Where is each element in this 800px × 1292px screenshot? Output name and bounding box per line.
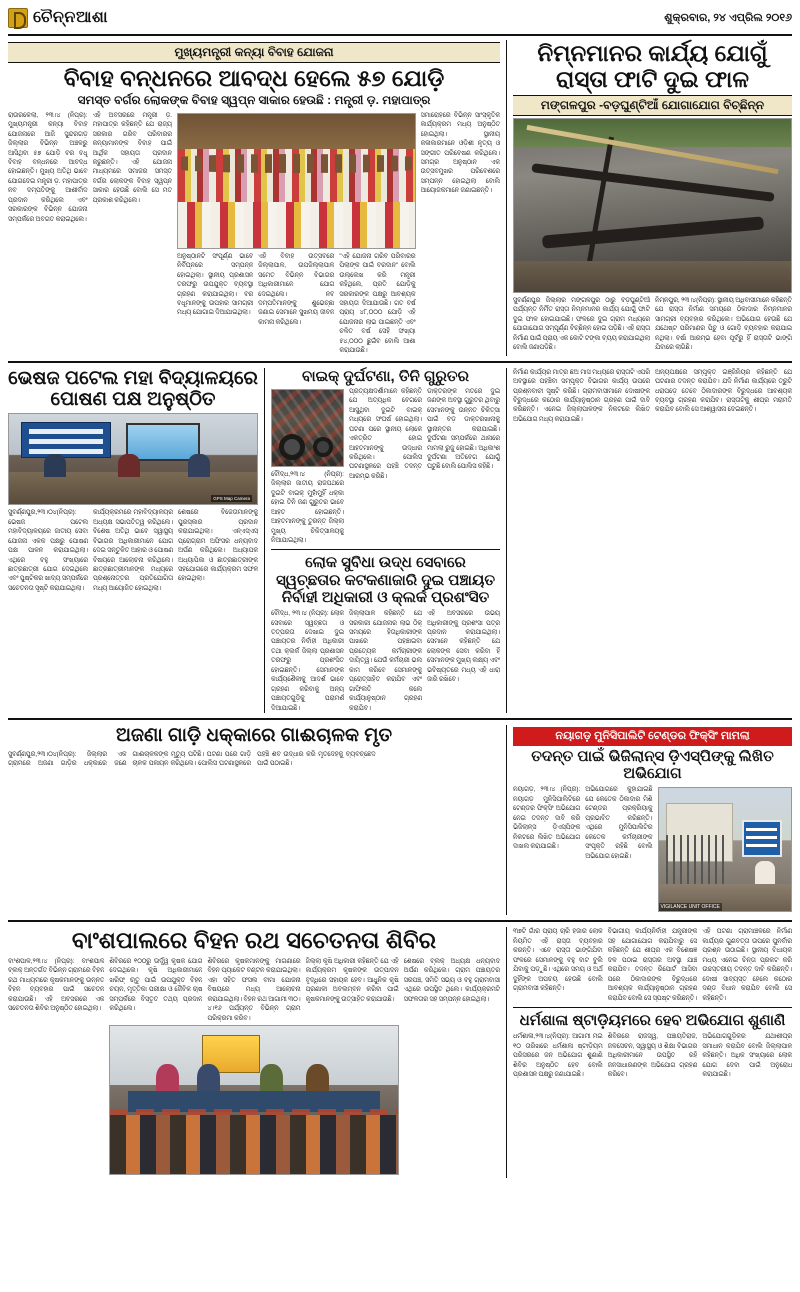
seminar-hall-photo xyxy=(8,413,258,505)
photo-stamp: GPS Map Camera xyxy=(213,495,251,501)
lower-middle-section xyxy=(8,725,792,916)
divider-accident-panchayat xyxy=(271,549,500,550)
accident-panchayat-block xyxy=(264,368,506,713)
bike-theft-headline: ଅଜଣା ଗାଡ଼ି ଧକ୍କାରେ ଗାଈଚାଳକ ମୃତ xyxy=(115,724,393,746)
road-headline: ନିମ୍ନମାନର କାର୍ଯ୍ୟ ଯୋଗୁଁ ରାସ୍ତା ଫାଟି ଦୁଇ ଫାଳ xyxy=(537,40,768,93)
road-subhead: ମଙ୍ଗଳପୁର -ବଡ଼ଘୁଣ୍ଟିଆଁ ଯୋଗାଯୋଗ ବିଚ୍ଛିନ୍ନ xyxy=(513,95,792,116)
college-headline: ଭେଷଜ ପଟେଲ ମହା ବିଦ୍ୟାଳୟରେ ପୋଷଣ ପକ୍ଷ ଅନୁଷ୍ଠିତ xyxy=(8,367,258,411)
lead-col-4: ଏହି ବିବାହ ଉତ୍ସବରେ ଜିଲ୍ଲାପାଳ, ଉପଜିଲ୍ଲାପାଳ ସମେତ ବିଭିନ୍ନ ବିଭାଗର ଅଧିକାରୀମାନେ ଯୋଗ ଦେଇଥିଲେ। ନବ ଦମ୍ପତିମାନଙ୍କୁ ଶୁଭେଚ୍ଛା ଜଣାଇ ସେମାନେ ସୁଖମୟ ଜୀବନ କାମନା କରିଥିଲେ। xyxy=(258,252,335,326)
college-col-1: ସୁବର୍ଣ୍ଣପୁର,୨୩।୦୪(ନିପ୍ର): ଭେଷଜ ପଟେଲ ମହାବିଦ୍ୟାଳୟରେ ଜାତୀୟ ସେବା ଯୋଜନା ଏକକ ପକ୍ଷରୁ ପୋଷଣ ପକ୍ଷ ପାଳନ କରାଯାଇଥିଲା। ଏଥିରେ ବହୁ ସଂଖ୍ୟାରେ ଛାତ୍ରଛାତ୍ରୀ ଯୋଗ ଦେଇଥିଲେ ଏବଂ ପୁଷ୍ଟିକର ଖାଦ୍ୟ ସମ୍ପର୍କରେ ସଚେତନତା ସୃଷ୍ଟି କରାଯାଇଥିଲା। xyxy=(8,509,88,592)
chariot-col-1: ବାଂଶପାଳ,୨୩।୪ (ନିପ୍ର): ବାଂଶପାଳ ବ୍ଲକ୍ ଅନ୍ତର୍ଗତ ବିଭିନ୍ନ ଗ୍ରାମରେ ବିହନ ରଥ ମାଧ୍ୟମରେ କୃଷକମାନଙ୍କୁ ଉନ୍ନତ ବିହନ ବ୍ୟବହାର ପାଇଁ ସଚେତନ କରାଯାଉଛି। ଏହି ଅବସରରେ ଏକ ସଚେତନତା ଶିବିର ଅନୁଷ୍ଠିତ ହୋଇଥିଲା। xyxy=(8,957,105,1013)
lead-subhead: ସମସ୍ତ ବର୍ଗର ଲୋକଙ୍କ ବିବାହ ସ୍ୱପ୍ନ ସାକାର ହେଉଛି : ମନ୍ତ୍ରୀ ଡ଼. ମହାପାତ୍ର xyxy=(77,93,431,108)
bike-theft-body: ସୁବର୍ଣ୍ଣପୁର,୨୩।୦୪(ନିପ୍ର): ଜିଲ୍ଲାର ଏକ ଗ୍ରାମରେ ଅଜଣା ଗାଡ଼ିର ଧକ୍କାରେ ଜଣେ ଗାଈଚାଳକଙ୍କ ମୃତ୍ୟୁ ଘଟିଛି। ଘଟଣା ପରେ ଗାଡ଼ି ଚାଳକ ପଳାୟନ କରିଥିଲେ। ପୋଲିସ ଘଟଣାସ୍ଥଳରେ ପହଞ୍ଚି ଶବ ଉଦ୍ଧାର କରି ମୃତଦେହକୁ ବ୍ୟବଚ୍ଛେଦ ପାଇଁ ପଠାଇଛି। xyxy=(8,750,376,768)
road-col-4: ଅନ୍ୟପକ୍ଷରେ ସମ୍ପୃକ୍ତ ଇଞ୍ଜିନିୟର କହିଛନ୍ତି ଯେ ଘଟଣାର ତଦନ୍ତ କରାଯିବ। ଯଦି ନିର୍ମାଣ କାର୍ଯ୍ୟରେ ତ୍ରୁଟି ଧରାପଡ଼େ ତେବେ ଠିକାଦାରଙ୍କ ବିରୁଦ୍ଧରେ ଆବଶ୍ୟକ ବ୍ୟବସ୍ଥା ଗ୍ରହଣ କରାଯିବ। ରାସ୍ତାଟିକୁ ଶୀଘ୍ର ମରାମତି କରାଯିବ ବୋଲି ସେ ଆଶ୍ୱାସନା ଦେଇଛନ୍ତି। xyxy=(655,368,792,414)
chariot-headline: ବାଂଶପାଲରେ ବିହନ ରଥ ସଚେତନତା ଶିବିର xyxy=(71,927,437,954)
middle-section xyxy=(8,368,792,713)
panchayat-col-3: ଏହି ଅବସରରେ ଉଭୟ ଅଧିକାରୀଙ୍କୁ ପ୍ରଶଂସା ପତ୍ର ପ୍ରଦାନ କରାଯାଇଥିଲା। ସେମାନେ କହିଛନ୍ତି ଯେ ଲୋକଙ୍କ ସେବା କରିବା ହିଁ ସେମାନଙ୍କ ମୁଖ୍ୟ ଲକ୍ଷ୍ୟ ଏବଂ ଭବିଷ୍ୟତରେ ମଧ୍ୟ ଏହି ଧାରା ଜାରି ରଖିବେ। xyxy=(427,610,500,684)
bike-theft-story xyxy=(8,725,506,916)
top-section xyxy=(8,40,792,356)
divider-4 xyxy=(513,1007,792,1008)
wedding-group-photo xyxy=(177,113,416,249)
chariot-col-2: ଶିବିରରେ ୧୦୦ରୁ ଊର୍ଦ୍ଧ୍ୱ କୃଷକ ଯୋଗ ଦେଇଥିଲେ। କୃଷି ଅଧିକାରୀମାନେ ଖରିଫ୍ ଋତୁ ପାଇଁ ଉପଯୁକ୍ତ ବିହନ ଚୟନ, ମୃତ୍ତିକା ପରୀକ୍ଷା ଓ ଜୈବିକ ଚାଷ ସମ୍ପର୍କରେ ବିସ୍ତୃତ ତଥ୍ୟ ପ୍ରଦାନ କରିଥିଲେ। xyxy=(109,957,203,1013)
chariot-col-5: ଶେଷରେ ବ୍ଲକ୍ ଅଧ୍ୟକ୍ଷ ଧନ୍ୟବାଦ ଅର୍ପଣ କରିଥିଲେ। ଗ୍ରାମ ପଞ୍ଚାୟତର ସରପଞ୍ଚ, ସମିତି ସଭ୍ୟ ଓ ବହୁ ଗ୍ରାମବାସୀ ଏଥିରେ ଉପସ୍ଥିତ ଥିଲେ। କାର୍ଯ୍ୟକ୍ରମଟି ସଫଳତାର ସହ ସମ୍ପନ୍ନ ହୋଇଥିଲା। xyxy=(403,957,501,1003)
accident-headline: ବାଇକ୍ ଦୁର୍ଘଟଣା, ତିନି ଗୁରୁତର xyxy=(302,367,469,385)
accident-col-3: ଡାକ୍ତରଙ୍କ ମତରେ ଦୁଇ ଜଣଙ୍କ ଅବସ୍ଥା ଗୁରୁତର ଥିବାରୁ ସେମାନଙ୍କୁ ଉନ୍ନତ ଚିକିତ୍ସା ପାଇଁ ବଡ଼ ଡାକ୍ତରଖାନାକୁ ସ୍ଥାନାନ୍ତର କରାଯାଇଛି। ଦୁର୍ଘଟଣା ସମ୍ପର୍କରେ ଥାନାରେ ମାମଲା ରୁଜୁ ହୋଇଛି। ଅଧିକାଂଶ ଦୁର୍ଘଟଣା ଅତିବେଗ ଯୋଗୁଁ ଘଟୁଛି ବୋଲି ପୋଲିସ କହିଛି। xyxy=(427,387,500,471)
brand-name: ଚୈନ୍ନଆଶା xyxy=(33,9,108,26)
panchayat-headline: ଲୋକ ସୁବିଧା ଉଦ୍ଧ ସେବାରେ ସ୍ୱଚ୍ଛତାର କଟକଣାଜାରି ଦୁଇ ପଞ୍ଚାୟତ ନିର୍ବାହୀ ଅଧିକାରୀ ଓ କ୍ଲର୍କ ପ୍ରଶଂସିତ xyxy=(275,554,496,606)
road-story xyxy=(506,40,792,356)
lower-right-col-1: ୩୭ଟି ଗାଁର ପ୍ରାୟ ଚାରି ହଜାର ଲୋକ ନିୟମିତ ଏହି ରାସ୍ତା ବ୍ୟବହାର କରନ୍ତି। ଏବେ ରାସ୍ତା ଭାଙ୍ଗିଯିବା ଫଳରେ ସେମାନଙ୍କୁ ବହୁ ବାଟ ବୁଲି ଯିବାକୁ ପଡ଼ୁଛି। ଏଥିରେ ସମୟ ଓ ଅର୍ଥ ଦୁହିଁଙ୍କ ଅପଚୟ ହେଉଛି ବୋଲି ଗ୍ରାମବାସୀ କହିଛନ୍ତି। xyxy=(513,928,603,993)
accident-photo-col xyxy=(271,387,344,546)
awareness-camp-photo xyxy=(109,1025,398,1175)
brand xyxy=(8,8,108,28)
panchayat-col-2: ଜିଲ୍ଲାପାଳ କହିଛନ୍ତି ଯେ ସରକାରୀ ଯୋଜନାର ଲାଭ ଠିକ୍ ସମୟରେ ହିତାଧିକାରୀଙ୍କ ପାଖରେ ପହଞ୍ଚାଇବା ପ୍ରତ୍ୟେକ କର୍ମଚାରୀଙ୍କ ଦାୟିତ୍ୱ। ଯେଉଁ କର୍ମଚାରୀ ଭଲ କାମ କରିବେ ସେମାନଙ୍କୁ ପ୍ରୋତ୍ସାହିତ କରାଯିବ ଏବଂ ଗାଫିଲତି କଲେ କାର୍ଯ୍ୟାନୁଷ୍ଠାନ ଗ୍ରହଣ କରାଯିବ। xyxy=(349,610,422,712)
masthead xyxy=(8,6,792,36)
lead-col-3: ଅନୁଷ୍ଠାନଟି ସଂପୂର୍ଣ୍ଣ ଭାବେ ନିର୍ବିଘ୍ନରେ ସମ୍ପନ୍ନ ହୋଇଥିଲା। ସ୍ଥାନୀୟ ପ୍ରଶାସନ ତରଫରୁ ଉପଯୁକ୍ତ ବ୍ୟବସ୍ଥା ଗ୍ରହଣ କରାଯାଇଥିଲା। ବର ବଧୂମାନଙ୍କୁ ଉପହାର ସାମଗ୍ରୀ ମଧ୍ୟ ଯୋଗାଇ ଦିଆଯାଇଥିଲା। xyxy=(177,252,254,317)
municipality-photo-col xyxy=(658,785,793,915)
lead-headline: ବିବାହ ବନ୍ଧନରେ ଆବଦ୍ଧ ହେଲେ ୫୭ ଯୋଡ଼ି xyxy=(63,65,445,91)
college-col-2: କାର୍ଯ୍ୟକ୍ରମରେ ମହାବିଦ୍ୟାଳୟର ଅଧ୍ୟକ୍ଷ ସଭାପତିତ୍ୱ କରିଥିଲେ। ବିଶେଷ ଅତିଥି ଭାବେ ସ୍ୱାସ୍ଥ୍ୟ ବିଭାଗର ଅଧିକାରୀମାନେ ଯୋଗ ଦେଇ ସନ୍ତୁଳିତ ଆହାର ଓ ପୋଷଣ ବିଷୟରେ ଆଲୋଚନା କରିଥିଲେ। ଛାତ୍ରଛାତ୍ରୀମାନଙ୍କ ମଧ୍ୟରେ ପ୍ରଶ୍ନୋତ୍ତର ପ୍ରତିଯୋଗିତା ମଧ୍ୟ ଆୟୋଜିତ ହୋଇଥିଲା। xyxy=(93,509,173,592)
accident-col-1: ବୌଦ୍ଧ,୨୩।୪ (ନିପ୍ର): ଜିଲ୍ଲାର ଜାତୀୟ ରାଜପଥରେ ଦୁଇଟି ବାଇକ୍ ମୁହାଁମୁହିଁ ଧକ୍କା ହୋଇ ତିନି ଜଣ ଗୁରୁତର ଭାବେ ଆହତ ହୋଇଛନ୍ତି। ଆହତମାନଙ୍କୁ ତୁରନ୍ତ ଜିଲ୍ଲା ମୁଖ୍ୟ ଚିକିତ୍ସାଳୟକୁ ନିଆଯାଇଥିଲା। xyxy=(271,470,344,544)
road-col-2: ନିମ୍ନପୁର, ୨୩।୪(ନିପ୍ର): ସ୍ଥାନୀୟ ଅଧିବାସୀମାନେ କହିଛନ୍ତି ଯେ ରାସ୍ତା ନିର୍ମାଣ ସମୟରେ ଠିକାଦାର ନିମ୍ନମାନର ସାମଗ୍ରୀ ବ୍ୟବହାର କରିଥିଲେ। ଅଭିଯୋଗ ହେଉଛି ଯେ ଯଥେଷ୍ଟ ପରିମାଣର ପିଚୁ ଓ ଗୋଡ଼ି ବ୍ୟବହାର କରାଯାଇ ନଥିଲା। ବର୍ଷା ଆରମ୍ଭ ହେବା ପୂର୍ବରୁ ହିଁ ରାସ୍ତାଟି ଭାଙ୍ଗି ଯିବାରେ ଲାଗିଛି। xyxy=(655,296,792,352)
masthead-date: ଶୁକ୍ରବାର, ୨୪ ଏପ୍ରିଲ ୨୦୧୬ xyxy=(664,11,792,24)
chariot-col-3: ଶିବିରରେ କୃଷକମାନଙ୍କୁ ମାଗଣାରେ ବିହନ ପ୍ୟାକେଟ ବଣ୍ଟନ କରାଯାଇଥିଲା। ଏହା ସହିତ ଫସଲ ବୀମା ଯୋଜନା ବିଷୟରେ ମଧ୍ୟ ଆଲୋଚନା କରାଯାଇଥିଲା। ବିହନ ରଥ ଆଗାମୀ ୩୦।୪।୧୬ ପର୍ଯ୍ୟନ୍ତ ବିଭିନ୍ନ ଗ୍ରାମ ପରିକ୍ରମା କରିବ। xyxy=(207,957,301,1022)
road-col-1: ସୁବର୍ଣ୍ଣପୁର ଜିଲ୍ଲାର ମଙ୍ଗଳପୁର ଠାରୁ ବଡ଼ଘୁଣ୍ଟିଆଁ ପର୍ଯ୍ୟନ୍ତ ନିର୍ମିତ ରାସ୍ତା ନିମ୍ନମାନର କାର୍ଯ୍ୟ ଯୋଗୁଁ ଫାଟି ଦୁଇ ଫାଳ ହୋଇଯାଇଛି। ଫଳରେ ଦୁଇ ଗ୍ରାମ ମଧ୍ୟରେ ଯୋଗାଯୋଗ ସମ୍ପୂର୍ଣ୍ଣ ବିଚ୍ଛିନ୍ନ ହୋଇ ପଡ଼ିଛି। ଏହି ରାସ୍ତା ନିର୍ମାଣ ପାଇଁ ପ୍ରାୟ ଏକ କୋଟି ଟଙ୍କା ବ୍ୟୟ କରାଯାଇଥିଲା ବୋଲି ଜଣାପଡ଼ିଛି। xyxy=(513,296,650,352)
lead-kicker: ମୁଖ୍ୟମନ୍ତ୍ରୀ କନ୍ୟା ବିବାହ ଯୋଜନା xyxy=(8,42,500,63)
dharmasala-col-2: ଶିବିରରେ ରାଜସ୍ୱ, ପଞ୍ଚାୟତିରାଜ, ଜଳସେଚନ, ସ୍ୱାସ୍ଥ୍ୟ ଓ ଶିକ୍ଷା ବିଭାଗର ଅଧିକାରୀମାନେ ଉପସ୍ଥିତ ରହି ଜନସାଧାରଣଙ୍କ ଅଭିଯୋଗ ଗ୍ରହଣ କରିବେ। xyxy=(607,1033,698,1078)
photo-board-label: VIGILANCE UNIT OFFICE xyxy=(660,904,720,911)
divider-1 xyxy=(8,361,792,363)
accident-col-2: ପ୍ରତ୍ୟକ୍ଷଦର୍ଶୀମାନେ କହିଛନ୍ତି ଯେ ଅତ୍ୟଧିକ ବେଗରେ ଆସୁଥିବା ଦୁଇଟି ବାଇକ୍ ମଧ୍ୟରେ ସଂଘର୍ଷ ହୋଇଥିଲା। ଘଟଣା ପରେ ସ୍ଥାନୀୟ ଲୋକେ ଏକତ୍ରିତ ହୋଇ ଆହତମାନଙ୍କୁ ଉଦ୍ଧାର କରିଥିଲେ। ପୋଲିସ ଘଟଣାସ୍ଥଳରେ ପହଞ୍ଚି ତଦନ୍ତ ଆରମ୍ଭ କରିଛି। xyxy=(349,387,422,480)
lower-right-col-2: ବିଭାଗୀୟ କାର୍ଯ୍ୟନିର୍ବାହୀ ଯନ୍ତ୍ରୀଙ୍କ ସହ ଯୋଗାଯୋଗ କରାଯିବାରୁ ସେ କହିଛନ୍ତି ଯେ ଶୀଘ୍ର ଏକ ବିଶେଷଜ୍ଞ ଦଳ ପଠାଇ ରାସ୍ତାର ଅବସ୍ଥା ଯାଞ୍ଚ କରାଯିବ। ତଦନ୍ତ ରିପୋର୍ଟ ଆସିବା ପରେ ଠିକାଦାରଙ୍କ ବିରୁଦ୍ଧରେ ଆବଶ୍ୟକ କାର୍ଯ୍ୟାନୁଷ୍ଠାନ ଗ୍ରହଣ କରାଯିବ ବୋଲି ସେ ସ୍ପଷ୍ଟ କରିଛନ୍ତି। xyxy=(607,928,698,1002)
dharmasala-headline: ଧର୍ମଶାଳା ଷ୍ଟାଡ଼ିୟମରେ ହେବ ଅଭିଯୋଗ ଶୁଣାଣି xyxy=(519,1011,786,1029)
vigilance-office-photo xyxy=(658,787,793,912)
municipality-story xyxy=(506,725,792,916)
bottom-section xyxy=(8,927,792,1178)
divider-3 xyxy=(8,920,792,922)
dharmasala-col-3: ଅଭିଯୋଗଗୁଡ଼ିକର ଯଥାଶୀଘ୍ର ସମାଧାନ କରାଯିବ ବୋଲି ଜିଲ୍ଲାପାଳ କହିଛନ୍ତି। ଅଧିକ ସଂଖ୍ୟାରେ ଲୋକ ଯୋଗ ଦେବା ପାଇଁ ଅନୁରୋଧ କରାଯାଇଛି। xyxy=(702,1033,793,1078)
lead-col-2-wrap xyxy=(93,111,173,356)
college-col-3: ଶେଷରେ ବିଜେତାମାନଙ୍କୁ ପୁରସ୍କାର ପ୍ରଦାନ କରାଯାଇଥିଲା। ଏନ୍ଏସ୍ଏସ୍ ପ୍ରୋଗ୍ରାମ ଅଫିସର ଧନ୍ୟବାଦ ଅର୍ପଣ କରିଥିଲେ। ଅଧ୍ୟାପକ ଅଧ୍ୟାପିକା ଓ ଛାତ୍ରଛାତ୍ରୀଙ୍କ ସହଯୋଗରେ କାର୍ଯ୍ୟକ୍ରମ ସଫଳ ହୋଇଥିଲା। xyxy=(178,509,258,583)
lead-col-5: "ଏହି ଯୋଜନା ଗରିବ ପରିବାରର ପିଲାଙ୍କ ପାଇଁ ବରଦାନ" ବୋଲି ଉଲ୍ଲେଖ କରି ମନ୍ତ୍ରୀ କହିଥିଲେ, ପ୍ରତି ଯୋଡ଼ିକୁ ସରକାରଙ୍କ ପକ୍ଷରୁ ଆବଶ୍ୟକ ସହାୟତା ଦିଆଯାଉଛି। ଗତ ବର୍ଷ ପ୍ରାୟ ୪୮,୦୦୦ ଯୋଡ଼ି ଏହି ଯୋଜନାର ଲାଭ ପାଇଛନ୍ତି ଏବଂ ଚଳିତ ବର୍ଷ ସେହି ସଂଖ୍ୟା ୫୪,୦୦୦ ଛୁଇଁବ ବୋଲି ଆଶା କରାଯାଉଛି। xyxy=(339,252,416,355)
panchayat-col-1: ବୌଦ୍ଧ, ୨୩।୪ (ନିପ୍ର): ଲୋକ ସେବାରେ ସ୍ୱଚ୍ଛତା ଓ ତତ୍ପରତା ଦେଖାଇ ଦୁଇ ପଞ୍ଚାୟତର ନିର୍ବାହୀ ଅଧିକାରୀ ତଥା କ୍ଲର୍କ ଜିଲ୍ଲା ପ୍ରଶାସନ ତରଫରୁ ପ୍ରଶଂସିତ ହୋଇଛନ୍ତି। ସେମାନଙ୍କ କାର୍ଯ୍ୟଶୈଳୀକୁ ଆଦର୍ଶ ଭାବେ ଗ୍ରହଣ କରିବାକୁ ଅନ୍ୟ ପଞ୍ଚାୟତଗୁଡ଼ିକୁ ପରାମର୍ଶ ଦିଆଯାଇଛି। xyxy=(271,610,344,712)
municipality-col-2: ଅଭିଯୋଗରେ କୁହାଯାଇଛି ଯେ କେତେକ ଠିକାଦାର ମିଶି ଟେଣ୍ଡର ପ୍ରକ୍ରିୟାକୁ ପ୍ରଭାବିତ କରିଛନ୍ତି। ଏଥିରେ ମୁନିସିପାଲିଟିର କେତେକ କର୍ମଚାରୀଙ୍କ ସଂପୃକ୍ତି ରହିଛି ବୋଲି ଅଭିଯୋଗ ହୋଇଛି। xyxy=(585,786,653,860)
college-story xyxy=(8,368,264,713)
accident-wreck-photo xyxy=(271,389,344,467)
newspaper-logo-icon xyxy=(8,8,28,28)
municipality-headline: ତଦନ୍ତ ପାଇଁ ଭିଜିଲାନ୍ସ ଡ଼ିଏସ୍ପିଙ୍କୁ ଲିଖିତ ଅଭିଯୋଗ xyxy=(531,747,774,783)
cracked-road-photo xyxy=(513,118,792,293)
chariot-photo-block xyxy=(109,957,398,1178)
lead-story xyxy=(8,40,506,356)
road-col-3: ନିର୍ମାଣ କାର୍ଯ୍ୟର ମାତ୍ର ଛଅ ମାସ ମଧ୍ୟରେ ରାସ୍ତାଟି ଏପରି ଅବସ୍ଥାରେ ପହଞ୍ଚିବା ସମ୍ପୃକ୍ତ ବିଭାଗର କାର୍ଯ୍ୟ ଉପରେ ପ୍ରଶ୍ନବାଚୀ ସୃଷ୍ଟି କରିଛି। ଗ୍ରାମବାସୀମାନେ ଦୋଷୀଙ୍କ ବିରୁଦ୍ଧରେ କଠୋର କାର୍ଯ୍ୟାନୁଷ୍ଠାନ ଗ୍ରହଣ ପାଇଁ ଦାବି କରିଛନ୍ତି। ଏନେଇ ଜିଲ୍ଲାପାଳଙ୍କ ନିକଟରେ ଲିଖିତ ଅଭିଯୋଗ ମଧ୍ୟ କରାଯାଇଛି। xyxy=(513,368,650,423)
lead-col-1: ରାଉରକେଲା, ୨୩।୪ (ନିପ୍ର): ମୁଖ୍ୟମନ୍ତ୍ରୀ କନ୍ୟା ବିବାହ ଯୋଜନାରେ ଆଜି ସୁନ୍ଦରଗଡ଼ ଜିଲ୍ଲାର ବିଭିନ୍ନ ଅଞ୍ଚଳରୁ ଆସିଥିବା ୫୭ ଯୋଡ଼ି ବର ବଧୂ ବିବାହ ବନ୍ଧନରେ ଆବଦ୍ଧ ହୋଇଛନ୍ତି। ମୁଖ୍ୟ ଅତିଥି ଭାବେ ଯୋଗଦେଇ ମନ୍ତ୍ରୀ ଡ଼. ମହାପାତ୍ର ନବ ଦମ୍ପତିଙ୍କୁ ଆଶୀର୍ବାଦ ପ୍ରଦାନ କରିଥିଲେ ଏବଂ ସରକାରଙ୍କ ବିଭିନ୍ନ ଯୋଜନା ସମ୍ପର୍କରେ ଅବଗତ କରାଇଥିଲେ। xyxy=(8,111,88,223)
chariot-col-4: ଜିଲ୍ଲା କୃଷି ଅଧିକାରୀ କହିଛନ୍ତି ଯେ ଏହି କାର୍ଯ୍ୟକ୍ରମ କୃଷକଙ୍କ ଉତ୍ପାଦନ ବୃଦ୍ଧିରେ ସହାୟକ ହେବ। ଆଧୁନିକ କୃଷି ପ୍ରଣାଳୀ ଅବଲମ୍ବନ କରିବା ପାଇଁ କୃଷକମାନଙ୍କୁ ଉତ୍ସାହିତ କରାଯାଉଛି। xyxy=(305,957,399,1003)
municipality-kicker: ନୟାଗଡ଼ ମୁନିସିପାଲିଟି ଟେଣ୍ଡର ଫିକ୍ସିଂ ମାମଲା xyxy=(513,727,792,746)
road-continuation xyxy=(506,368,792,713)
dharmasala-col-1: ଧର୍ମଶାଳା,୨୩।୪(ନିପ୍ର): ଆଗାମୀ ମଇ ୧୦ ତାରିଖରେ ଧର୍ମଶାଳା ଷ୍ଟାଡ଼ିୟମ ପରିସରରେ ଜନ ଅଭିଯୋଗ ଶୁଣାଣି ଶିବିର ଅନୁଷ୍ଠିତ ହେବ ବୋଲି ପ୍ରଶାସନ ପକ୍ଷରୁ ଜଣାଯାଇଛି। xyxy=(513,1033,603,1078)
chariot-story xyxy=(8,927,506,1178)
municipality-col-1: ନୟାଗଡ଼, ୨୩।୪ (ନିପ୍ର): ନୟାଗଡ଼ ମୁନିସିପାଲିଟିରେ ଟେଣ୍ଡର ଫିକ୍ସିଂ ଅଭିଯୋଗ ନେଇ ତଦନ୍ତ ଦାବି କରି ଭିଜିଲାନ୍ସ ଡ଼ିଏସ୍ପିଙ୍କ ନିକଟରେ ଲିଖିତ ଅଭିଯୋଗ ଦାଖଲ କରାଯାଇଛି। xyxy=(513,786,581,851)
lead-col-2: ଏହି ଅବସରରେ ମନ୍ତ୍ରୀ ଡ଼. ମହାପାତ୍ର କହିଛନ୍ତି ଯେ ରାଜ୍ୟ ସରକାର ଗରିବ ପରିବାରର କନ୍ୟାମାନଙ୍କ ବିବାହ ପାଇଁ ଆର୍ଥିକ ସହାୟତା ପ୍ରଦାନ କରୁଛନ୍ତି। ଏହି ଯୋଜନା ମାଧ୍ୟମରେ ସମାଜର ସମସ୍ତ ବର୍ଗର ଲୋକଙ୍କ ବିବାହ ସ୍ୱପ୍ନ ସାକାର ହେଉଛି ବୋଲି ସେ ମତ ପ୍ରକାଶ କରିଥିଲେ। xyxy=(92,111,172,204)
divider-2 xyxy=(8,718,792,720)
bottom-right-block xyxy=(506,927,792,1178)
lead-col-6: ସମାରୋହରେ ବିଭିନ୍ନ ସାଂସ୍କୃତିକ କାର୍ଯ୍ୟକ୍ରମ ମଧ୍ୟ ଅନୁଷ୍ଠିତ ହୋଇଥିଲା। ସ୍ଥାନୀୟ କଳାକାରମାନେ ଓଡ଼ିଶୀ ନୃତ୍ୟ ଓ ସଙ୍ଗୀତ ପରିବେଷଣ କରିଥିଲେ। ସମଗ୍ର ଅନୁଷ୍ଠାନ ଏକ ଉତ୍ସବମୁଖର ପରିବେଶରେ ସମ୍ପନ୍ନ ହୋଇଥିଲା ବୋଲି ଆୟୋଜକମାନେ ଜଣାଇଛନ୍ତି। xyxy=(420,111,500,195)
lead-photo-block xyxy=(177,111,416,356)
lower-right-col-3: ଏହି ଘଟଣା ଗ୍ରାମାଞ୍ଚଳରେ ନିର୍ମାଣ କାର୍ଯ୍ୟର ଗୁଣବତ୍ତା ଉପରେ ପୁନର୍ବାର ପ୍ରଶ୍ନ ଉଠାଇଛି। ସ୍ଥାନୀୟ ବିଧାୟକ ମଧ୍ୟ ଏନେଇ ଚିନ୍ତା ପ୍ରକଟ କରି ଉଚ୍ଚସ୍ତରୀୟ ତଦନ୍ତ ଦାବି କରିଛନ୍ତି। ଦୋଷୀ ସାବ୍ୟସ୍ତ ହେଲେ କଠୋର ଦଣ୍ଡ ବିଧାନ କରାଯିବ ବୋଲି ସେ କହିଛନ୍ତି। xyxy=(702,928,793,1002)
